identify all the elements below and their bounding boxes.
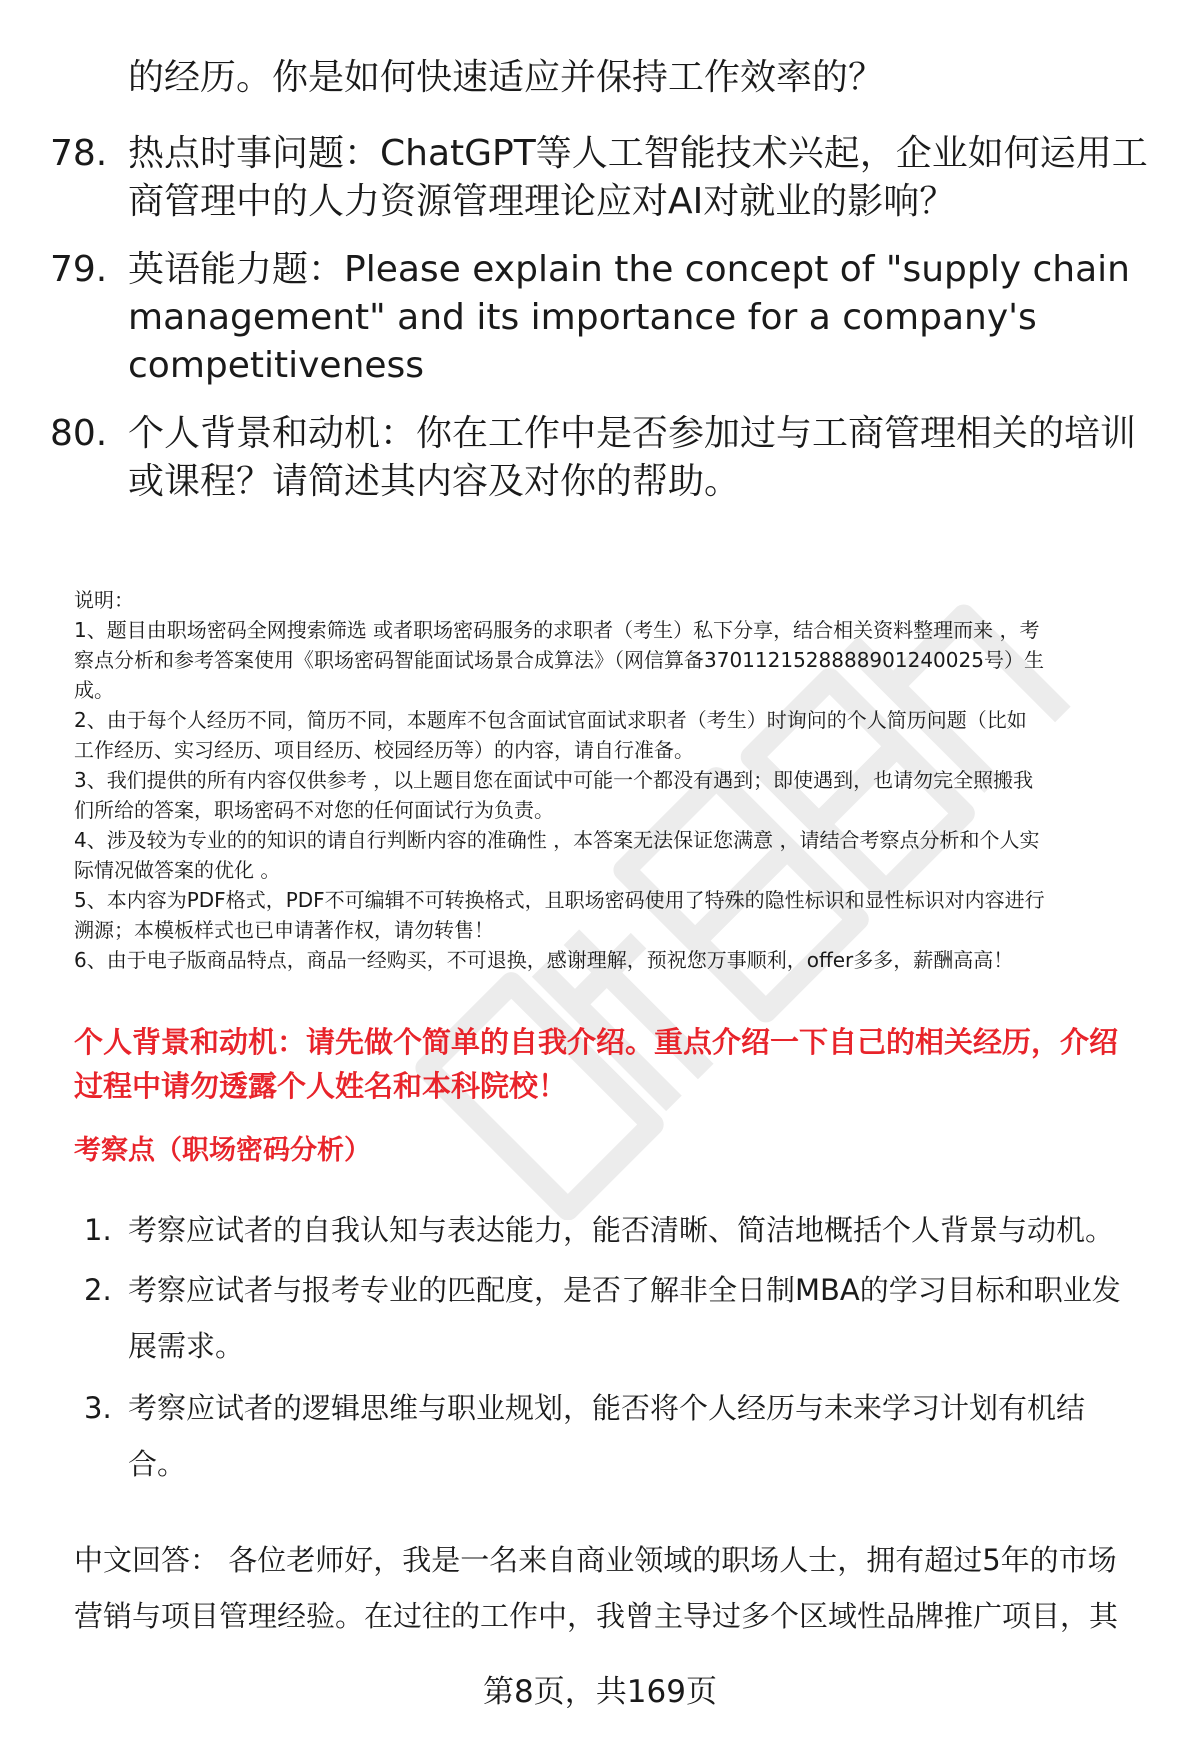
note-line: 1、题目由职场密码全网搜索筛选 或者职场密码服务的求职者（考生）私下分享，结合相关资料整理而来 ，考	[74, 618, 1040, 642]
note-line: 们所给的答案，职场密码不对您的任何面试行为负责。	[74, 798, 554, 822]
question-80	[0, 410, 1200, 510]
featured-question-line-1: 个人背景和动机：请先做个简单的自我介绍。重点介绍一下自己的相关经历，介绍	[74, 1025, 1119, 1059]
question-78	[0, 130, 1200, 230]
question-79-line-2: management" and its importance for a company's	[128, 297, 1037, 338]
analysis-item-line: 考察应试者与报考专业的匹配度，是否了解非全日制MBA的学习目标和职业发	[128, 1273, 1121, 1307]
question-80-line-2: 或课程？请简述其内容及对你的帮助。	[128, 461, 741, 502]
question-77-line: 的经历。你是如何快速适应并保持工作效率的？	[128, 57, 885, 98]
analysis-item-line: 展需求。	[128, 1329, 245, 1363]
question-80-line-1: 个人背景和动机：你在工作中是否参加过与工商管理相关的培训	[128, 413, 1137, 454]
question-78-line-1: 热点时事问题：ChatGPT等人工智能技术兴起，企业如何运用工	[128, 133, 1148, 174]
question-79	[0, 246, 1200, 396]
note-line: 成。	[74, 678, 114, 702]
page-footer: 第8页，共169页	[483, 1674, 717, 1710]
analysis-item-line: 考察应试者的自我认知与表达能力，能否清晰、简洁地概括个人背景与动机。	[128, 1213, 1115, 1247]
note-line: 6、由于电子版商品特点，商品一经购买，不可退换，感谢理解，预祝您万事顺利，offer多多，薪酬高高！	[74, 948, 1014, 972]
featured-question-line-2: 过程中请勿透露个人姓名和本科院校！	[74, 1069, 568, 1103]
note-line: 工作经历、实习经历、项目经历、校园经历等）的内容，请自行准备。	[74, 738, 694, 762]
note-line: 2、由于每个人经历不同，简历不同，本题库不包含面试官面试求职者（考生）时询问的个人简历问题（比如	[74, 708, 1027, 732]
question-78-number: 78.	[50, 133, 108, 174]
question-80-number: 80.	[50, 413, 108, 454]
answer-section	[74, 1532, 1174, 1644]
answer-line-2: 营销与项目管理经验。在过往的工作中，我曾主导过多个区域性品牌推广项目，其	[74, 1599, 1119, 1633]
analysis-item-number: 3.	[84, 1391, 112, 1425]
analysis-item-line: 合。	[128, 1447, 187, 1481]
answer-line-1: 中文回答： 各位老师好，我是一名来自商业领域的职场人士，拥有超过5年的市场	[74, 1543, 1117, 1577]
note-line: 际情况做答案的优化 。	[74, 858, 281, 882]
question-78-line-2: 商管理中的人力资源管理理论应对AI对就业的影响？	[128, 181, 956, 222]
analysis-item-line: 考察应试者的逻辑思维与职业规划，能否将个人经历与未来学习计划有机结	[128, 1391, 1086, 1425]
question-79-line-1: 英语能力题：Please explain the concept of "supply chain	[128, 249, 1130, 290]
analysis-item-number: 1.	[84, 1213, 112, 1247]
question-79-line-3: competitiveness	[128, 345, 425, 386]
featured-question	[74, 1020, 1118, 1108]
note-line: 溯源；本模板样式也已申请著作权，请勿转售！	[74, 918, 494, 942]
analysis-item-number: 2.	[84, 1273, 112, 1307]
notes-title: 说明：	[74, 588, 134, 612]
note-line: 5、本内容为PDF格式，PDF不可编辑不可转换格式，且职场密码使用了特殊的隐性标识和显性标识对内容进行	[74, 888, 1045, 912]
analysis-title: 考察点（职场密码分析）	[74, 1135, 371, 1166]
note-line: 4、涉及较为专业的的知识的请自行判断内容的准确性 ，本答案无法保证您满意 ，请结合考察点分析和个人实	[74, 828, 1040, 852]
question-79-number: 79.	[50, 249, 108, 290]
note-line: 察点分析和参考答案使用《职场密码智能面试场景合成算法》（网信算备3701121528888901240025号）生	[74, 648, 1044, 672]
question-77-continuation	[128, 54, 1158, 102]
note-line: 3、我们提供的所有内容仅供参考 ，以上题目您在面试中可能一个都没有遇到；即使遇到，也请勿完全照搬我	[74, 768, 1034, 792]
notes-section	[74, 585, 1174, 975]
